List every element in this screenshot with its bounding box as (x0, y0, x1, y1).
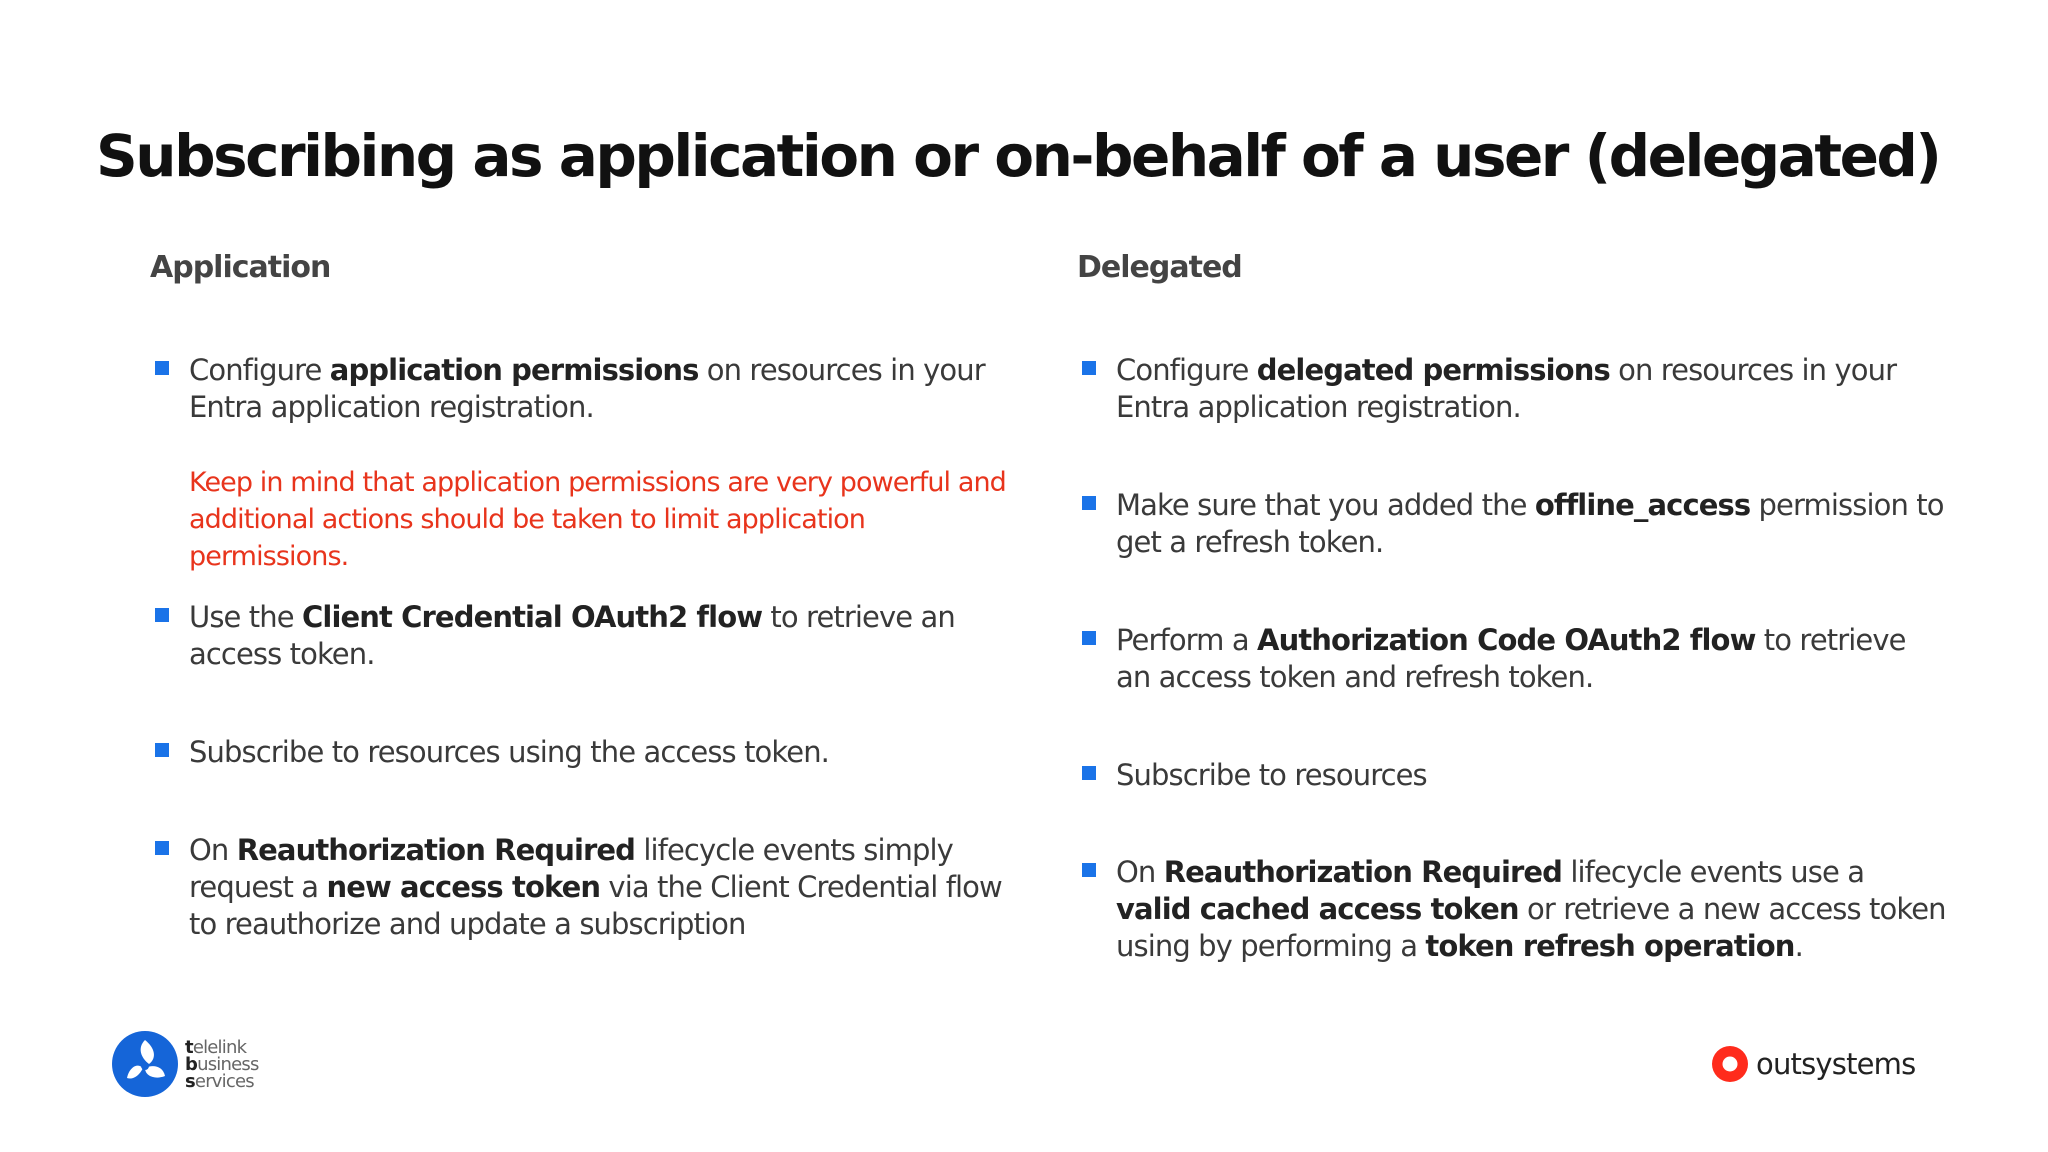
bullet-item (1077, 757, 1947, 794)
delegated-column (1077, 250, 1947, 963)
outsystems-wordmark: outsystems (1756, 1047, 1916, 1081)
bullet-square-icon (1082, 863, 1096, 877)
column-heading-application: Application (150, 250, 331, 285)
bullet-item (150, 832, 1020, 943)
bullet-text: Configure delegated permissions on resources in your Entra application registration. (1116, 353, 1897, 424)
slide-title: Subscribing as application or on-behalf of a user (delegated) (96, 122, 1940, 190)
bullet-item (150, 352, 1020, 575)
bullet-square-icon (155, 743, 169, 757)
bullet-square-icon (1082, 631, 1096, 645)
bullet-square-icon (1082, 766, 1096, 780)
bullet-text: Perform a Authorization Code OAuth2 flow to retrieve an access token and refresh token. (1116, 623, 1906, 694)
bullet-text: On Reauthorization Required lifecycle events simply request a new access token via the Client Credential flow to reauthorize and update a subscription (189, 833, 1002, 941)
telelink-wordmark: telelink business services (185, 1036, 259, 1092)
bullet-text: Subscribe to resources (1116, 758, 1427, 792)
bullet-square-icon (155, 361, 169, 375)
bullet-square-icon (1082, 496, 1096, 510)
bullet-square-icon (155, 841, 169, 855)
bullet-text: On Reauthorization Required lifecycle events use a valid cached access token or retrieve a new access token using by performing a token refresh operation. (1116, 855, 1946, 963)
bullet-item (1077, 487, 1947, 561)
bullet-square-icon (155, 608, 169, 622)
bullet-text: Make sure that you added the offline_access permission to get a refresh token. (1116, 488, 1944, 559)
bullet-item (150, 599, 1020, 673)
outsystems-logo (1712, 1046, 1915, 1082)
bullet-text: Use the Client Credential OAuth2 flow to retrieve an access token. (189, 600, 955, 671)
bullet-item (150, 734, 1020, 771)
column-heading-delegated: Delegated (1077, 250, 1242, 285)
warning-note: Keep in mind that application permissions are very powerful and additional actions should be taken to limit application permissions. (189, 467, 1006, 572)
telelink-logo (111, 1030, 259, 1098)
bullet-square-icon (1082, 361, 1096, 375)
bullet-item (1077, 352, 1947, 426)
bullet-item (1077, 622, 1947, 696)
application-column (150, 250, 1020, 941)
bullet-text: Configure application permissions on resources in your Entra application registration. (189, 353, 985, 424)
telelink-emblem-icon (111, 1030, 179, 1098)
bullet-item (1077, 854, 1947, 965)
bullet-text: Subscribe to resources using the access token. (189, 735, 830, 769)
outsystems-circle-icon (1712, 1046, 1748, 1082)
